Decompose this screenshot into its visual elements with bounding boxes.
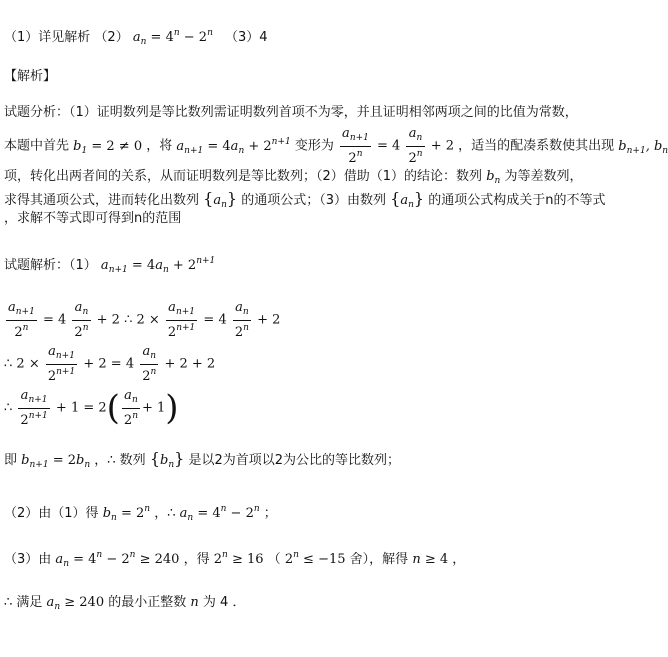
analysis-line-1: 试题分析：（1）证明数列是等比数列需证明数列首项不为零，并且证明相邻两项之间的比值为常数， xyxy=(4,105,578,120)
analysis-line-3: 项，转化出两者间的关系，从而证明数列是等比数列；（2）借助（1）的结论：数列 $b_n$ 为等差数列， xyxy=(4,169,583,186)
analysis-line-4: 求得其通项公式，进而转化出数列 $\{a_n\}$ 的通项公式；（3）由数列 $\{a_n\}$ 的通项公式构成关于n的不等式 xyxy=(4,189,606,210)
solution-conclusion-1: 即 $b_{n+1} = 2b_n$ ，∴ 数列 $\{b_n\}$ 是以2为首项以2为公比的等比数列； xyxy=(4,449,400,470)
solution-line-1: 试题解析：（1） $a_{n+1} = 4a_n + 2^{n+1}$ xyxy=(4,256,216,275)
answer-part2-label: （2） xyxy=(94,30,129,45)
analysis-line-5: ，求解不等式即可得到n的范围 xyxy=(4,211,182,226)
answer-formula: $a_n = 4^n - 2^n$ xyxy=(132,28,213,47)
answer-line xyxy=(4,24,268,51)
answer-part1: （1）详见解析 xyxy=(4,30,91,45)
solution-final: ∴ 满足 $a_n \ge 240$ 的最小正整数 n 为 4 ． xyxy=(4,595,246,612)
solution-eq-3: ∴ $\frac{a_{n+1}}{2^{n+1}}$ + 1 = 2( $\frac{a_n}{2^n}$ + 1) xyxy=(4,388,179,428)
answer-part3: （3）4 xyxy=(225,30,268,45)
solution-part-2: （2）由（1）得 $b_n = 2^n$ ，∴ $a_n = 4^n - 2^n$ ； xyxy=(4,504,277,523)
solution-eq-2: ∴ 2 × $\frac{a_{n+1}}{2^{n+1}}$ + 2 = 4 $\frac{a_n}{2^n}$ + 2 + 2 xyxy=(4,344,216,384)
analysis-heading: 【解析】 xyxy=(4,69,57,84)
solution-part-3: （3）由 $a_n = 4^n - 2^n \ge 240$ ，得 2$^n$ ≥ 16 （ 2$^n$ ≤ −15 舍），解得 n ≥ 4 ， xyxy=(4,550,466,569)
analysis-line-2: 本题中首先 $b_1 = 2 \ne 0$ ，将 $a_{n+1} = 4a_n + 2^{n+1}$ 变形为 $\frac{a_{n+1}}{2^n}$ = 4 $\frac{a_n}{2^n}$ + 2 ，适当的配凑系数使其出现 $b_{n+1}$, $b_n$ xyxy=(4,126,668,166)
solution-eq-1: $\frac{a_{n+1}}{2^n}$ = 4 $\frac{a_n}{2^n}$ + 2 ∴ 2 × $\frac{a_{n+1}}{2^{n+1}}$ = 4 $\frac{a_n}{2^n}$ + 2 xyxy=(8,300,281,340)
